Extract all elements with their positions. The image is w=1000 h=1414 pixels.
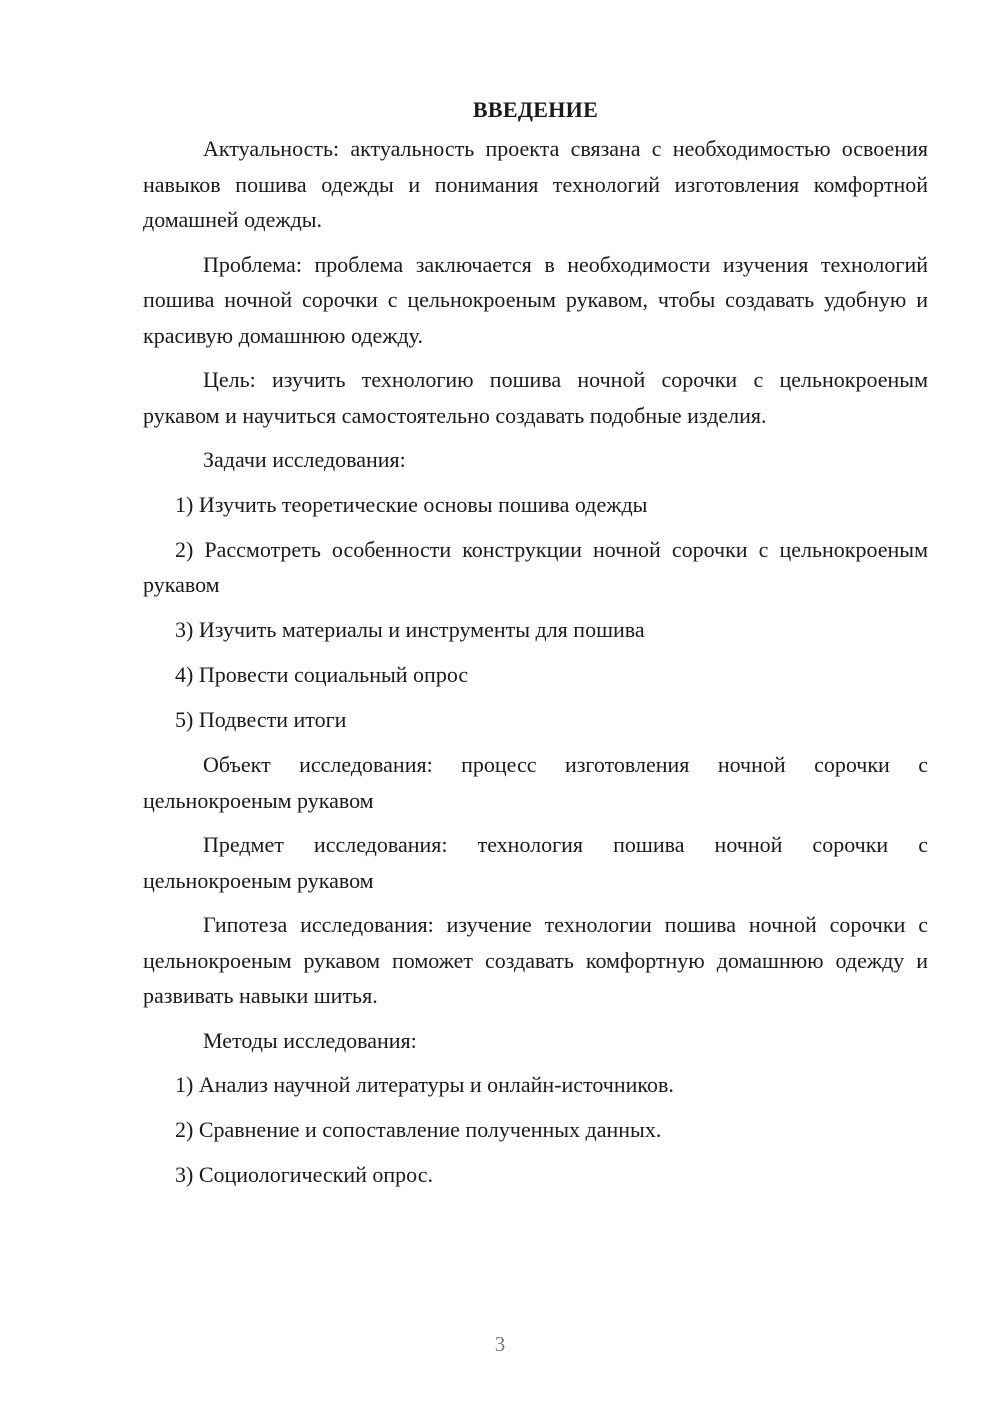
subject-paragraph: Предмет исследования: технология пошива ночной сорочки с цельнокроеным рукавом <box>143 832 928 893</box>
task-item-3: 3) Изучить материалы и инструменты для пошива <box>175 617 645 642</box>
method-item-2: 2) Сравнение и сопоставление полученных данных. <box>175 1117 662 1142</box>
method-item-1: 1) Анализ научной литературы и онлайн-источников. <box>175 1072 674 1097</box>
method-item-3: 3) Социологический опрос. <box>175 1162 433 1187</box>
object-paragraph: Объект исследования: процесс изготовления ночной сорочки с цельнокроеным рукавом <box>143 752 928 813</box>
task-item-4: 4) Провести социальный опрос <box>175 662 469 687</box>
task-item-2: 2) Рассмотреть особенности конструкции ночной сорочки с цельнокроеным рукавом <box>143 536 928 597</box>
problem-paragraph: Проблема: проблема заключается в необходимости изучения технологий пошива ночной сорочки с цельнокроеным рукавом, чтобы создавать удобную и красивую домашнюю одежду. <box>143 251 928 348</box>
section-title: ВВЕДЕНИЕ <box>472 97 599 122</box>
tasks-heading: Задачи исследования: <box>203 447 406 472</box>
relevance-paragraph: Актуальность: актуальность проекта связана с необходимостью освоения навыков пошива одежды и понимания технологий изготовления комфортной домашней одежды. <box>143 136 928 232</box>
task-item-1: 1) Изучить теоретические основы пошива одежды <box>175 491 648 517</box>
hypothesis-paragraph: Гипотеза исследования: изучение технологии пошива ночной сорочки с цельнокроеным рукавом поможет создавать комфортную домашнюю одежду и развивать навыки шитья. <box>143 912 928 1008</box>
document-page <box>143 92 928 1202</box>
goal-paragraph: Цель: изучить технологию пошива ночной сорочки с цельнокроеным рукавом и научиться самостоятельно создавать подобные изделия. <box>143 367 928 428</box>
task-item-5: 5) Подвести итоги <box>175 707 347 732</box>
methods-heading: Методы исследования: <box>203 1027 417 1053</box>
page-number: 3 <box>494 1332 506 1356</box>
